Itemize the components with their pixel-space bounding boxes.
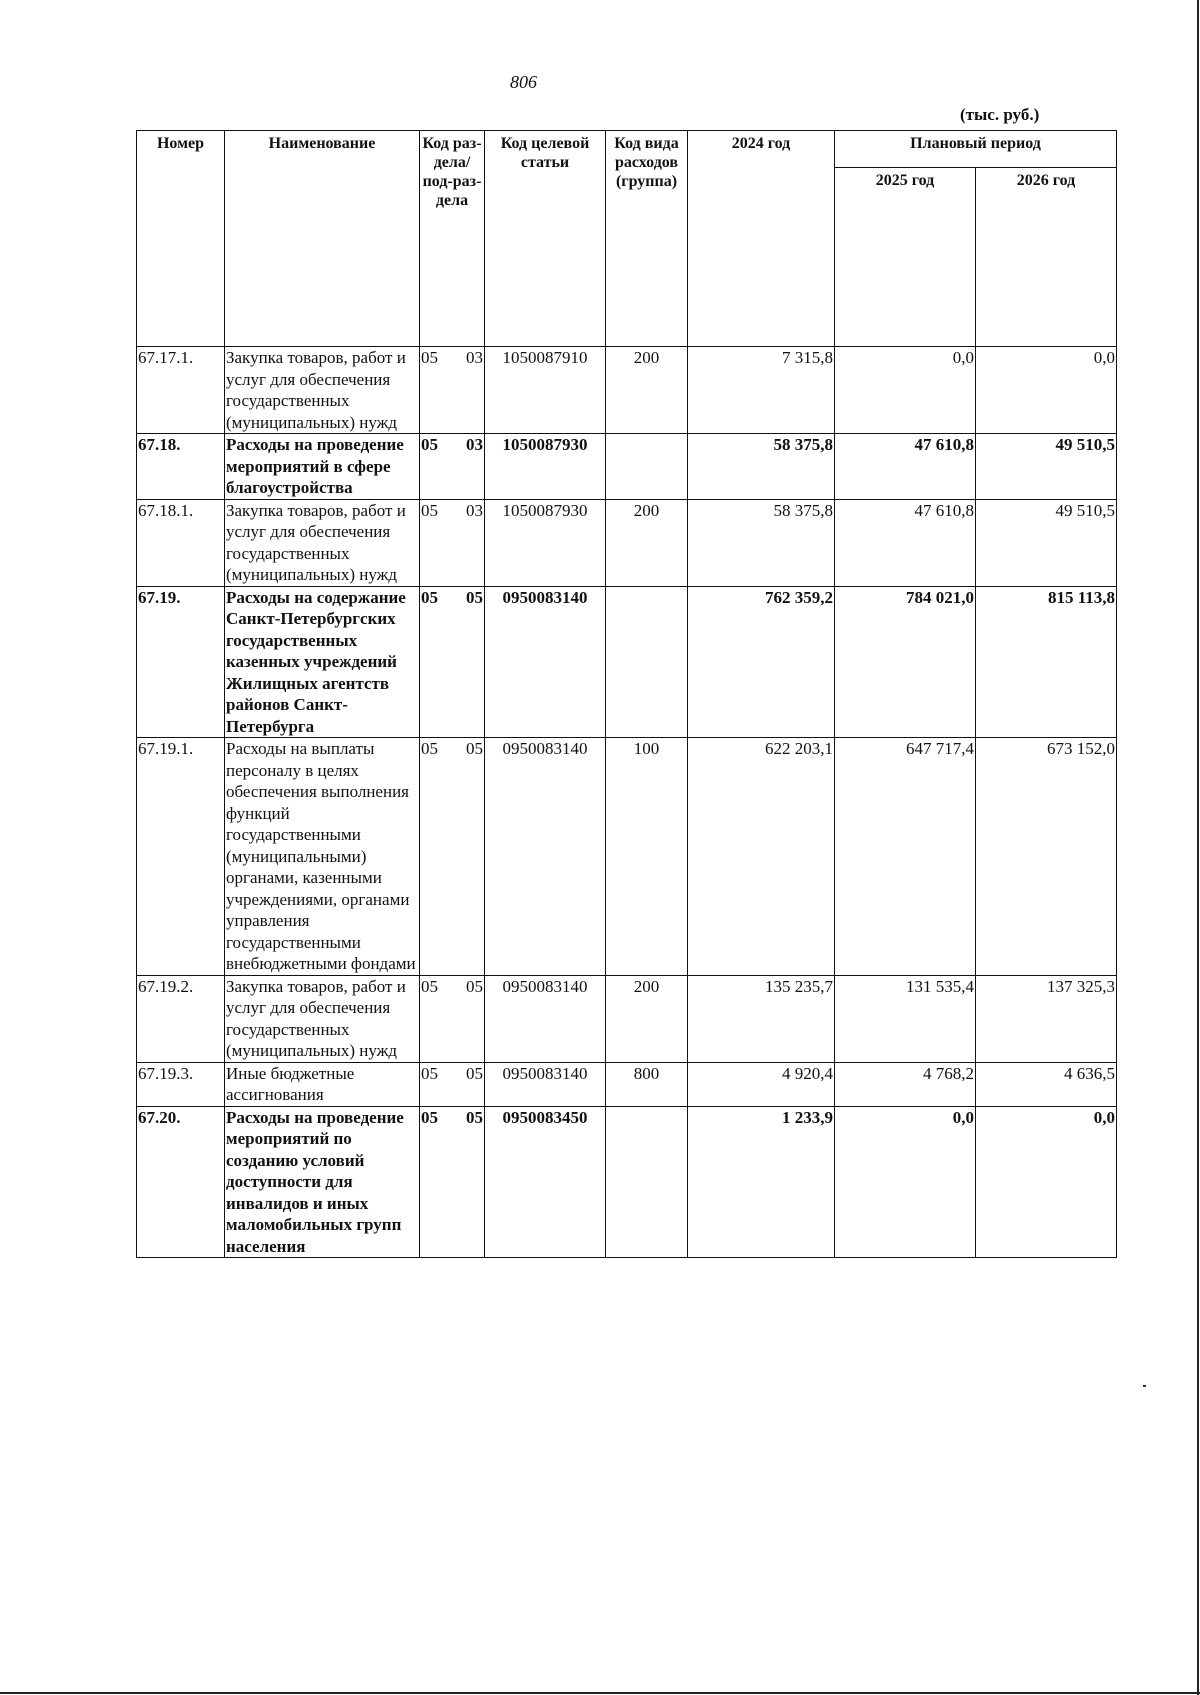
row-name: Расходы на проведение мероприятий по созданию условий доступности для инвалидов и иных маломобильных групп населения [225, 1106, 420, 1258]
page-border-bottom [0, 1692, 1200, 1694]
row-number: 67.19. [137, 586, 225, 738]
row-amount-2026: 137 325,3 [976, 975, 1117, 1062]
row-name: Закупка товаров, работ и услуг для обеспечения государственных (муниципальных) нужд [225, 347, 420, 434]
row-amount-2025: 47 610,8 [835, 434, 976, 500]
row-target-code: 0950083140 [485, 975, 606, 1062]
row-subsection: 03 [466, 435, 483, 454]
row-amount-2024: 7 315,8 [688, 347, 835, 434]
header-expense-type: Код вида расходов (группа) [606, 131, 688, 347]
row-number: 67.18.1. [137, 499, 225, 586]
row-amount-2025: 47 610,8 [835, 499, 976, 586]
row-amount-2024: 58 375,8 [688, 499, 835, 586]
row-amount-2026: 49 510,5 [976, 499, 1117, 586]
header-year-2025: 2025 год [835, 168, 976, 347]
row-amount-2026: 0,0 [976, 347, 1117, 434]
row-subsection: 03 [466, 500, 483, 520]
row-expense-group: 200 [606, 347, 688, 434]
row-target-code: 0950083140 [485, 586, 606, 738]
row-name: Иные бюджетные ассигнования [225, 1062, 420, 1106]
row-amount-2024: 4 920,4 [688, 1062, 835, 1106]
row-section-code [420, 434, 485, 500]
row-section-code [420, 1106, 485, 1258]
budget-table [136, 130, 1117, 1258]
row-target-code: 0950083140 [485, 1062, 606, 1106]
row-target-code: 1050087910 [485, 347, 606, 434]
row-amount-2026: 815 113,8 [976, 586, 1117, 738]
header-target-code: Код целевой статьи [485, 131, 606, 347]
row-amount-2024: 762 359,2 [688, 586, 835, 738]
row-target-code: 0950083140 [485, 738, 606, 976]
row-name: Закупка товаров, работ и услуг для обеспечения государственных (муниципальных) нужд [225, 499, 420, 586]
row-amount-2025: 784 021,0 [835, 586, 976, 738]
row-subsection: 05 [466, 1107, 483, 1127]
row-amount-2025: 647 717,4 [835, 738, 976, 976]
header-year-2024: 2024 год [688, 131, 835, 347]
row-amount-2024: 58 375,8 [688, 434, 835, 500]
row-name: Расходы на проведение мероприятий в сфере благоустройства [225, 434, 420, 500]
table-row [137, 738, 1117, 976]
row-target-code: 1050087930 [485, 434, 606, 500]
row-number: 67.18. [137, 434, 225, 500]
row-expense-group: 800 [606, 1062, 688, 1106]
row-section-code [420, 586, 485, 738]
page-border-right [1197, 0, 1199, 1695]
header-year-2026: 2026 год [976, 168, 1117, 347]
row-subsection: 03 [466, 348, 483, 367]
row-number: 67.20. [137, 1106, 225, 1258]
row-section: 05 [421, 1063, 438, 1083]
row-amount-2026: 4 636,5 [976, 1062, 1117, 1106]
row-section: 05 [421, 587, 438, 607]
row-section: 05 [421, 739, 438, 758]
row-name: Расходы на выплаты персоналу в целях обеспечения выполнения функций государственными (муниципальными) органами, казенными учреждениями, органами управления государственными внебюджетными фондами [225, 738, 420, 976]
row-section-code [420, 975, 485, 1062]
row-section: 05 [421, 976, 438, 996]
row-section: 05 [421, 1107, 438, 1127]
row-subsection: 05 [466, 1063, 483, 1083]
row-amount-2026: 49 510,5 [976, 434, 1117, 500]
row-number: 67.19.2. [137, 975, 225, 1062]
table-row [137, 347, 1117, 434]
row-subsection: 05 [466, 739, 483, 758]
row-section: 05 [421, 348, 438, 367]
page-number: 806 [510, 72, 537, 92]
row-target-code: 1050087930 [485, 499, 606, 586]
row-section-code [420, 738, 485, 976]
row-amount-2025: 0,0 [835, 1106, 976, 1258]
header-name: Наименование [225, 131, 420, 347]
row-subsection: 05 [466, 976, 483, 996]
row-expense-group: 200 [606, 975, 688, 1062]
row-amount-2025: 4 768,2 [835, 1062, 976, 1106]
row-section: 05 [421, 500, 438, 520]
row-amount-2026: 673 152,0 [976, 738, 1117, 976]
table-row [137, 1062, 1117, 1106]
row-section-code [420, 347, 485, 434]
header-section-code: Код раз-дела/ под-раз-дела [420, 131, 485, 347]
row-name: Закупка товаров, работ и услуг для обеспечения государственных (муниципальных) нужд [225, 975, 420, 1062]
row-expense-group [606, 1106, 688, 1258]
row-amount-2025: 0,0 [835, 347, 976, 434]
row-expense-group: 100 [606, 738, 688, 976]
row-name: Расходы на содержание Санкт-Петербургских государственных казенных учреждений Жилищных агентств районов Санкт-Петербурга [225, 586, 420, 738]
units-note: (тыс. руб.) [960, 105, 1040, 124]
row-expense-group [606, 434, 688, 500]
table-row [137, 434, 1117, 500]
row-amount-2024: 135 235,7 [688, 975, 835, 1062]
row-amount-2024: 1 233,9 [688, 1106, 835, 1258]
scan-mark [1143, 1385, 1146, 1387]
table-row [137, 1106, 1117, 1258]
row-amount-2024: 622 203,1 [688, 738, 835, 976]
header-number: Номер [137, 131, 225, 347]
row-target-code: 0950083450 [485, 1106, 606, 1258]
row-subsection: 05 [466, 587, 483, 607]
table-row [137, 975, 1117, 1062]
row-expense-group: 200 [606, 499, 688, 586]
row-amount-2025: 131 535,4 [835, 975, 976, 1062]
row-number: 67.19.3. [137, 1062, 225, 1106]
row-amount-2026: 0,0 [976, 1106, 1117, 1258]
row-number: 67.17.1. [137, 347, 225, 434]
row-section: 05 [421, 435, 438, 454]
header-planned-period: Плановый период [835, 131, 1117, 168]
row-number: 67.19.1. [137, 738, 225, 976]
table-row [137, 586, 1117, 738]
table-row [137, 499, 1117, 586]
header-row [137, 131, 1117, 168]
row-section-code [420, 1062, 485, 1106]
row-section-code [420, 499, 485, 586]
row-expense-group [606, 586, 688, 738]
